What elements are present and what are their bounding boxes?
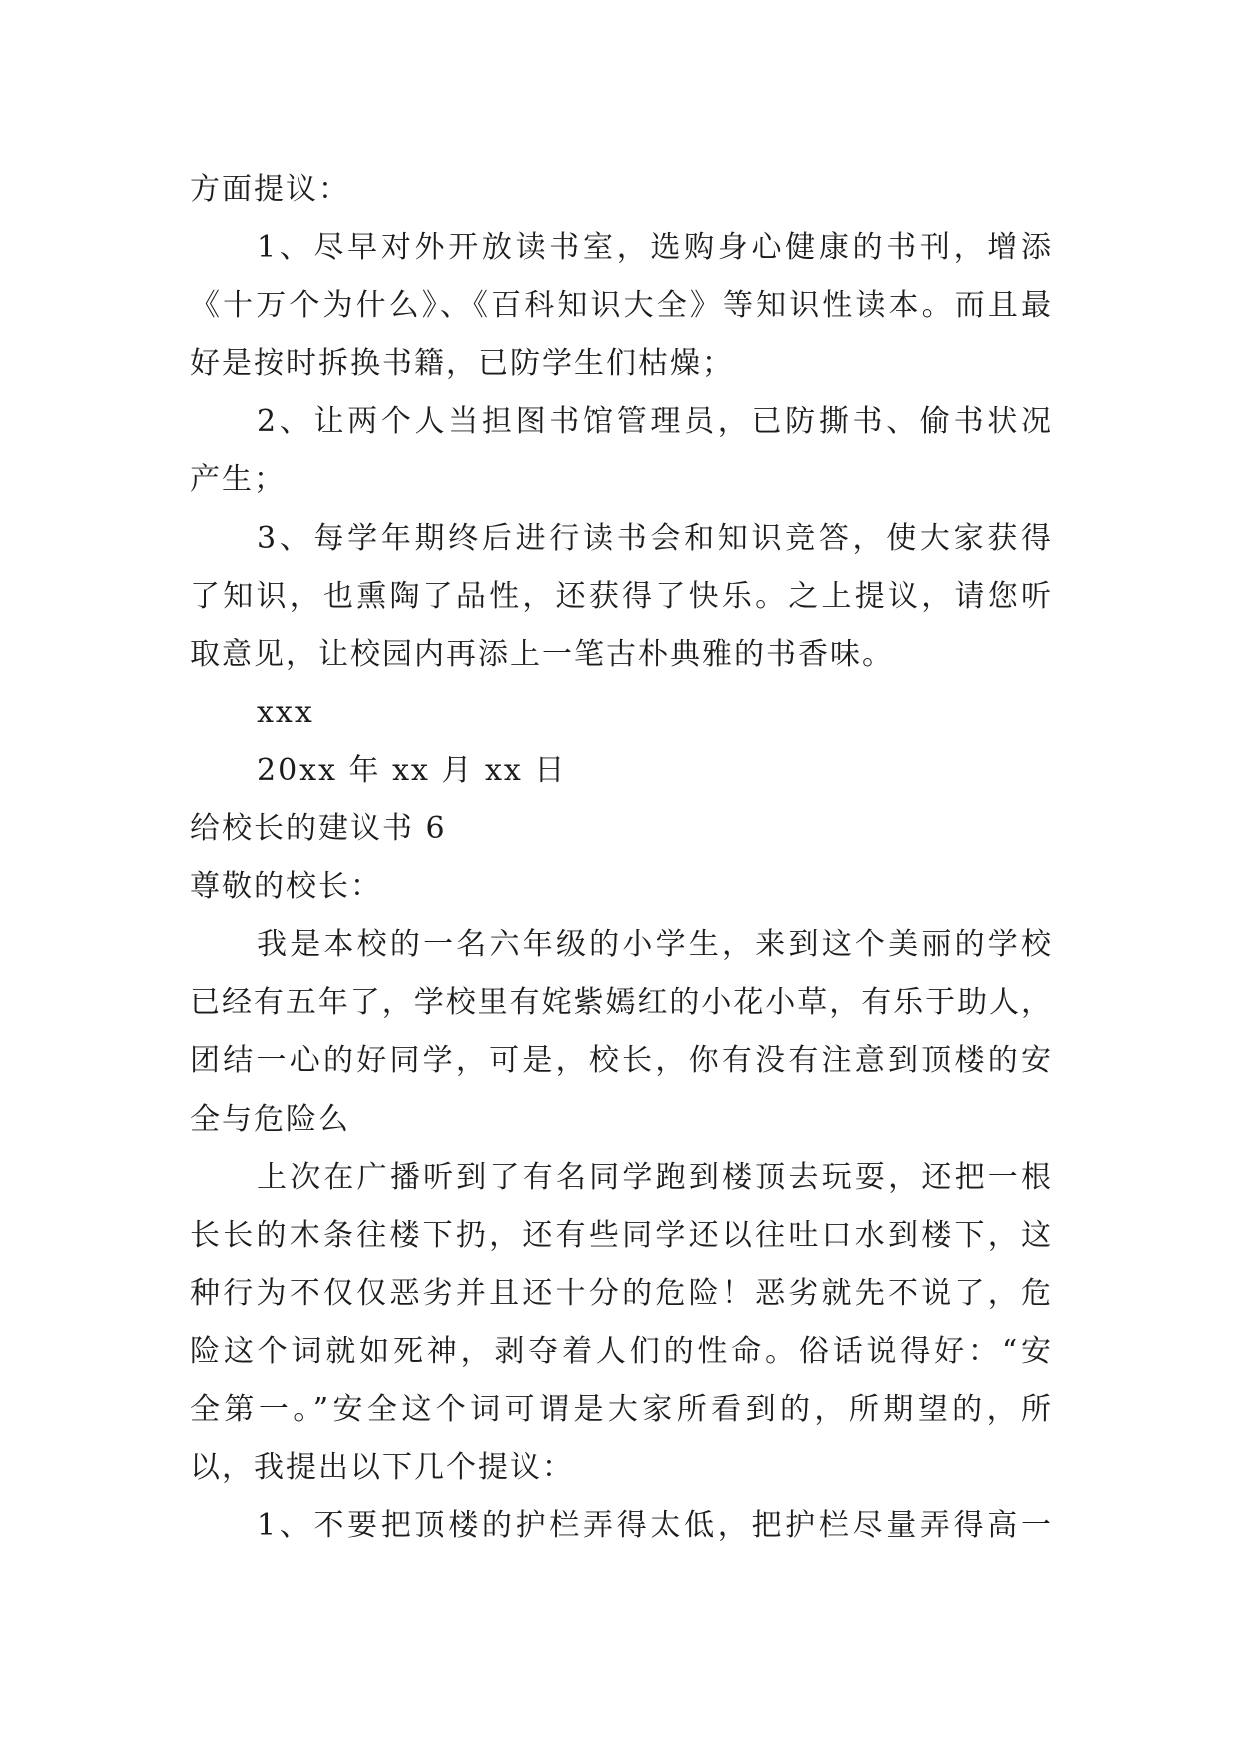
paragraph <box>190 1149 1051 1498</box>
text-line: 1、尽早对外开放读书室，选购身心健康的书刊，增添 <box>257 230 1051 266</box>
text-line: 《十万个为什么》、《百科知识大全》等知识性读本。而且最 <box>190 288 1051 324</box>
salutation: 尊敬的校长： <box>190 869 382 905</box>
text-line: 了知识，也熏陶了品性，还获得了快乐。之上提议，请您听 <box>190 578 1051 614</box>
text-line: 方面提议： <box>190 172 350 207</box>
text-line: 取意见，让校园内再添上一笔古朴典雅的书香味。 <box>190 636 894 672</box>
text-line: 团结一心的好同学，可是，校长，你有没有注意到顶楼的安 <box>190 1043 1051 1079</box>
text-line: 我是本校的一名六年级的小学生，来到这个美丽的学校 <box>257 927 1051 963</box>
suggestion-item <box>190 1497 1051 1555</box>
page-body <box>190 161 1051 1555</box>
text-line: 险这个词就如死神，剥夺着人们的性命。俗话说得好：“安 <box>190 1333 1051 1369</box>
text-line: 以，我提出以下几个提议： <box>190 1450 574 1486</box>
text-line: 种行为不仅仅恶劣并且还十分的危险！恶劣就先不说了，危 <box>190 1275 1051 1311</box>
text-line: 已经有五年了，学校里有姹紫嫣红的小花小草，有乐于助人， <box>190 985 1051 1021</box>
text-line: 1、不要把顶楼的护栏弄得太低，把护栏尽量弄得高一 <box>257 1508 1051 1544</box>
text-line: 全与危险么 <box>190 1101 350 1137</box>
date-line: 20xx 年 xx 月 xx 日 <box>257 752 567 788</box>
text-line: 产生； <box>190 462 286 498</box>
text-line: 全第一。”安全这个词可谓是大家所看到的，所期望的，所 <box>190 1391 1051 1427</box>
suggestion-item <box>190 510 1051 684</box>
text-line: 3、每学年期终后进行读书会和知识竞答，使大家获得 <box>257 520 1051 556</box>
text-line: 好是按时拆换书籍，已防学生们枯燥； <box>190 346 734 382</box>
text-line: 2、让两个人当担图书馆管理员，已防撕书、偷书状况 <box>257 404 1051 440</box>
text-line: 长长的木条往楼下扔，还有些同学还以往吐口水到楼下，这 <box>190 1217 1051 1253</box>
paragraph <box>190 916 1051 1148</box>
letter-title: 给校长的建议书 6 <box>190 811 447 847</box>
suggestion-item <box>190 219 1051 393</box>
text-line: 上次在广播听到了有名同学跑到楼顶去玩耍，还把一根 <box>257 1159 1051 1195</box>
suggestion-item <box>190 393 1051 509</box>
signature: xxx <box>257 694 314 730</box>
